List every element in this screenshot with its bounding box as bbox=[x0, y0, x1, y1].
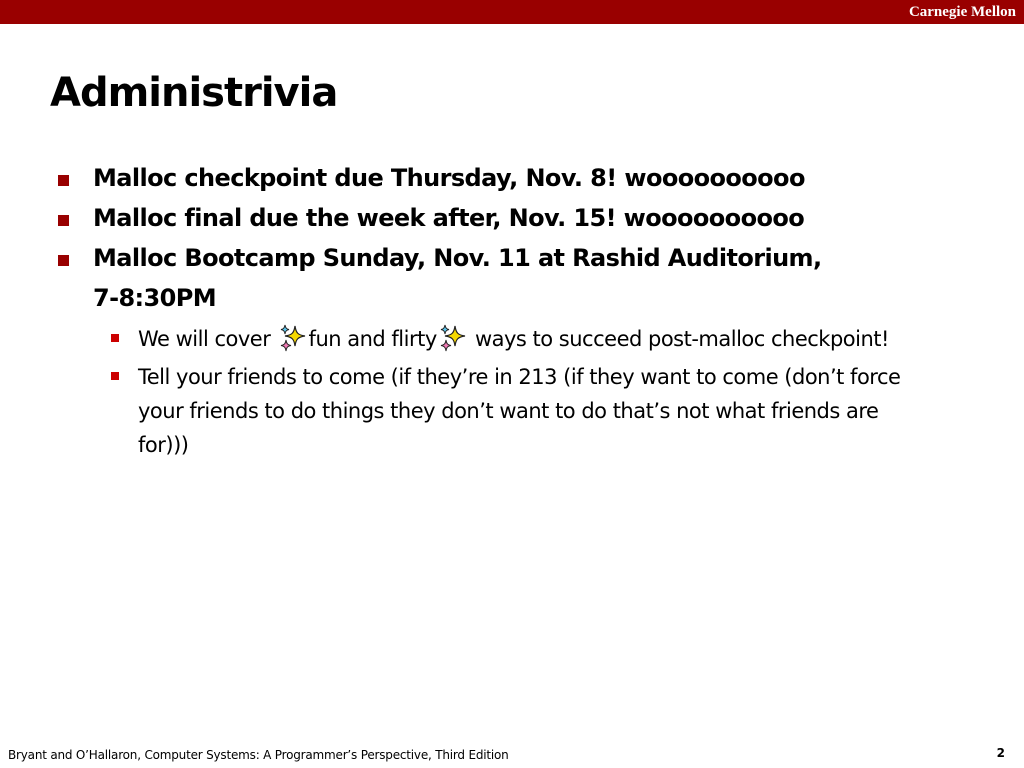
sub-bullet-text-part3: ways to succeed post-malloc checkpoint! bbox=[468, 327, 889, 351]
brand-logo-text: Carnegie Mellon bbox=[908, 4, 1016, 20]
slide-content bbox=[56, 158, 976, 462]
slide-title: Administrivia bbox=[50, 70, 338, 116]
bullet-item-2 bbox=[56, 198, 976, 238]
square-bullet-icon bbox=[58, 215, 69, 226]
bullet-text-line1: Malloc Bootcamp Sunday, Nov. 11 at Rashid Auditorium, bbox=[93, 244, 822, 272]
header-bar bbox=[0, 0, 1024, 24]
square-bullet-icon bbox=[58, 175, 69, 186]
footer-citation: Bryant and O’Hallaron, Computer Systems: A Programmer’s Perspective, Third Edition bbox=[8, 748, 509, 762]
sub-bullet-item-2 bbox=[56, 360, 908, 462]
bullet-text: Malloc final due the week after, Nov. 15! woooooooooo bbox=[93, 204, 805, 232]
bullet-item-3 bbox=[56, 238, 923, 318]
bullet-item-1 bbox=[56, 158, 976, 198]
square-sub-bullet-icon bbox=[111, 372, 119, 380]
sub-bullet-text-part2: fun and flirty bbox=[308, 327, 437, 351]
square-sub-bullet-icon bbox=[111, 334, 119, 342]
sparkles-icon bbox=[438, 323, 468, 353]
square-bullet-icon bbox=[58, 255, 69, 266]
sub-bullet-item-1 bbox=[56, 322, 908, 356]
sub-bullet-text: Tell your friends to come (if they’re in 213 (if they want to come (don’t force your friends to do things they don’t want to do that’s not what friends are for))) bbox=[138, 365, 901, 457]
bullet-text: Malloc checkpoint due Thursday, Nov. 8! woooooooooo bbox=[93, 164, 805, 192]
bullet-text-line2: 7-8:30PM bbox=[93, 284, 217, 312]
sparkles-icon bbox=[278, 323, 308, 353]
sub-bullet-text-part1: We will cover bbox=[138, 327, 277, 351]
page-number: 2 bbox=[996, 746, 1005, 760]
